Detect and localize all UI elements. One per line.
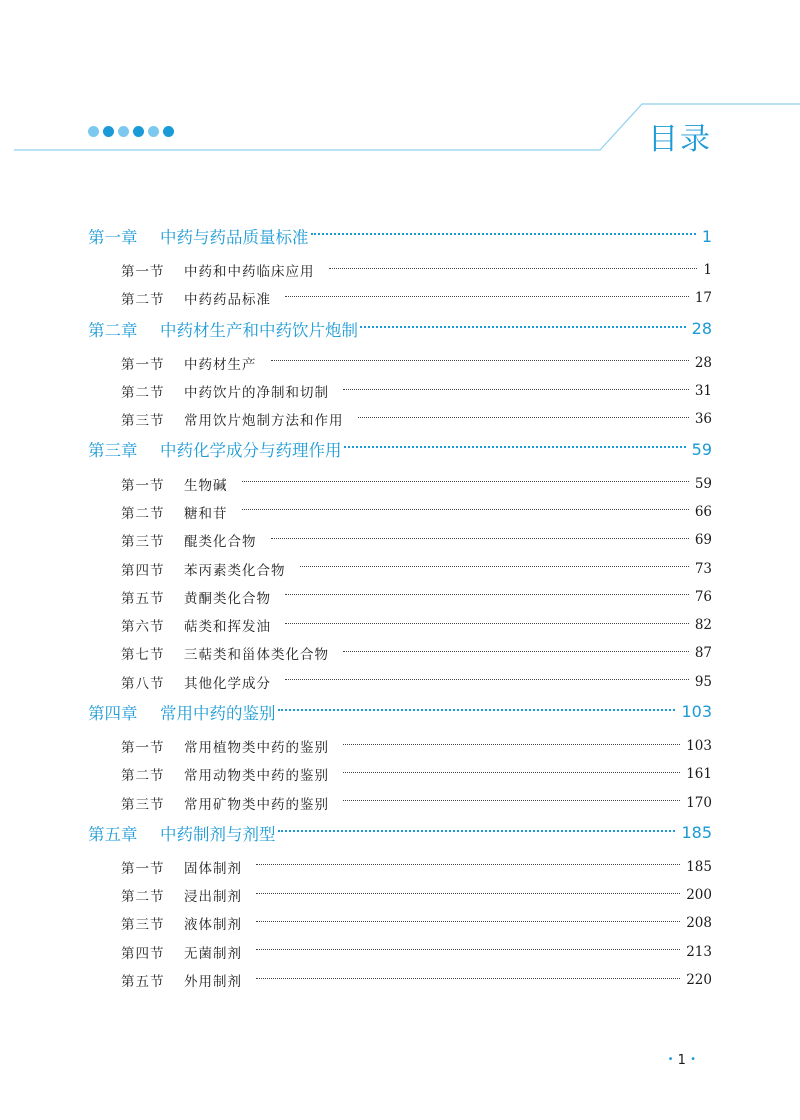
toc-section-title: 常用动物类中药的鉴别 <box>184 768 329 785</box>
dot-leader <box>343 651 689 652</box>
toc-section[interactable] <box>88 668 712 696</box>
toc-section-number: 第二节 <box>121 385 165 402</box>
toc-section-title: 固体制剂 <box>184 860 242 877</box>
dot-leader <box>242 481 689 482</box>
toc-section-page: 200 <box>686 887 712 904</box>
toc-section[interactable] <box>88 788 712 816</box>
toc-section[interactable] <box>88 256 712 284</box>
toc-section-title: 中药材生产 <box>184 356 257 373</box>
toc-section[interactable] <box>88 732 712 760</box>
dot-icon <box>118 126 129 137</box>
toc-section-page: 28 <box>694 354 712 371</box>
toc-section-page: 66 <box>694 503 712 520</box>
table-of-contents <box>88 220 712 994</box>
toc-section[interactable] <box>88 349 712 377</box>
bullet-icon: • <box>690 1054 696 1065</box>
dot-leader <box>344 446 686 448</box>
toc-chapter[interactable] <box>88 696 712 728</box>
dot-icon <box>148 126 159 137</box>
toc-section-number: 第七节 <box>121 647 165 664</box>
toc-section[interactable] <box>88 881 712 909</box>
toc-section-number: 第四节 <box>121 945 165 962</box>
dot-leader <box>300 566 689 567</box>
toc-section-number: 第二节 <box>121 505 165 522</box>
dot-leader <box>343 800 680 801</box>
toc-section-number: 第一节 <box>121 477 165 494</box>
toc-section-title: 中药药品标准 <box>184 292 271 309</box>
toc-chapter-page: 59 <box>691 439 712 459</box>
toc-section-page: 103 <box>686 738 712 754</box>
toc-section[interactable] <box>88 909 712 937</box>
dot-leader <box>358 417 689 418</box>
toc-section-title: 液体制剂 <box>184 917 242 934</box>
toc-chapter-title: 常用中药的鉴别 <box>160 703 276 723</box>
toc-section[interactable] <box>88 966 712 994</box>
toc-chapter-title: 中药制剂与剂型 <box>160 824 276 844</box>
toc-chapter[interactable] <box>88 817 712 849</box>
toc-section-page: 73 <box>694 560 712 577</box>
toc-chapter-number: 第二章 <box>88 320 138 340</box>
toc-section-page: 69 <box>694 532 712 549</box>
dot-leader <box>256 893 680 894</box>
dot-leader <box>271 538 689 539</box>
toc-section-page: 76 <box>694 588 712 605</box>
toc-section-title: 常用矿物类中药的鉴别 <box>184 796 329 813</box>
dot-leader <box>242 509 689 510</box>
toc-section-page: 208 <box>686 915 712 932</box>
toc-section-number: 第一节 <box>121 264 165 281</box>
toc-section[interactable] <box>88 526 712 554</box>
toc-section-page: 161 <box>686 766 712 783</box>
dot-leader <box>271 360 689 361</box>
dot-icon <box>103 126 114 137</box>
dot-leader <box>285 296 689 297</box>
dot-leader <box>256 864 680 865</box>
toc-chapter[interactable] <box>88 313 712 345</box>
bullet-icon: • <box>667 1054 674 1065</box>
toc-section[interactable] <box>88 554 712 582</box>
toc-section-title: 无菌制剂 <box>184 945 242 962</box>
toc-section-title: 生物碱 <box>184 477 228 494</box>
toc-section-title: 萜类和挥发油 <box>184 619 271 636</box>
dot-leader <box>278 830 676 832</box>
toc-section-page: 17 <box>694 290 712 307</box>
toc-chapter-number: 第五章 <box>88 824 138 844</box>
toc-section-number: 第三节 <box>121 413 165 430</box>
toc-section[interactable] <box>88 938 712 966</box>
dot-icon <box>88 126 99 137</box>
toc-section[interactable] <box>88 405 712 433</box>
toc-section-page: 185 <box>686 858 712 875</box>
toc-section-title: 中药和中药临床应用 <box>184 264 315 281</box>
toc-chapter-page: 28 <box>691 319 712 339</box>
toc-section-page: 213 <box>686 943 712 960</box>
toc-section-number: 第二节 <box>121 768 165 785</box>
toc-section-title: 常用植物类中药的鉴别 <box>184 740 329 756</box>
header-dots <box>88 126 174 140</box>
toc-section-page: 87 <box>694 645 712 662</box>
toc-section-number: 第一节 <box>121 860 165 877</box>
dot-leader <box>285 623 689 624</box>
dot-leader <box>329 268 698 269</box>
toc-section-title: 醌类化合物 <box>184 534 257 551</box>
toc-section[interactable] <box>88 377 712 405</box>
toc-chapter-page: 1 <box>701 226 712 246</box>
toc-section-page: 36 <box>694 411 712 428</box>
toc-section-title: 黄酮类化合物 <box>184 590 271 607</box>
toc-section-number: 第五节 <box>121 974 165 991</box>
toc-section-number: 第四节 <box>121 562 165 579</box>
dot-leader <box>278 709 676 711</box>
toc-section-title: 中药饮片的净制和切制 <box>184 385 329 402</box>
toc-section-number: 第一节 <box>121 356 165 373</box>
toc-section-number: 第三节 <box>121 917 165 934</box>
page-title: 目录 <box>648 122 712 157</box>
page-number: 1 <box>677 1053 686 1068</box>
toc-section-title: 常用饮片炮制方法和作用 <box>184 413 344 430</box>
toc-section[interactable] <box>88 498 712 526</box>
toc-section-number: 第二节 <box>121 889 165 906</box>
toc-section[interactable] <box>88 469 712 497</box>
toc-chapter-title: 中药材生产和中药饮片炮制 <box>160 320 358 340</box>
dot-leader <box>256 978 680 979</box>
toc-section[interactable] <box>88 611 712 639</box>
toc-chapter-number: 第四章 <box>88 703 138 723</box>
toc-chapter-title: 中药与药品质量标准 <box>160 228 309 247</box>
dot-icon <box>133 126 144 137</box>
toc-section-title: 三萜类和甾体类化合物 <box>184 647 329 664</box>
toc-chapter-page: 185 <box>681 823 712 843</box>
toc-section-title: 其他化学成分 <box>184 675 271 692</box>
toc-section-page: 95 <box>694 673 712 690</box>
dot-leader <box>256 949 680 950</box>
page-footer <box>668 1053 696 1068</box>
toc-chapter[interactable] <box>88 220 712 252</box>
toc-section-number: 第六节 <box>121 619 165 636</box>
toc-chapter-title: 中药化学成分与药理作用 <box>160 441 342 461</box>
toc-section-number: 第一节 <box>121 740 165 756</box>
dot-leader <box>343 744 680 745</box>
toc-section-page: 82 <box>694 617 712 634</box>
dot-leader <box>343 772 680 773</box>
dot-leader <box>360 326 686 328</box>
toc-chapter-number: 第三章 <box>88 441 138 461</box>
dot-leader <box>311 233 696 235</box>
toc-section-number: 第三节 <box>121 534 165 551</box>
toc-section[interactable] <box>88 583 712 611</box>
toc-section-title: 浸出制剂 <box>184 889 242 906</box>
dot-leader <box>256 921 680 922</box>
dot-leader <box>343 389 689 390</box>
toc-section-page: 31 <box>694 383 712 400</box>
toc-section-page: 1 <box>703 262 712 279</box>
dot-leader <box>285 594 689 595</box>
toc-chapter-number: 第一章 <box>88 228 138 247</box>
toc-section[interactable] <box>88 284 712 312</box>
toc-section-page: 170 <box>686 794 712 811</box>
toc-section[interactable] <box>88 639 712 667</box>
toc-chapter-page: 103 <box>681 702 712 722</box>
toc-section[interactable] <box>88 760 712 788</box>
toc-section-title: 外用制剂 <box>184 974 242 991</box>
toc-section-number: 第五节 <box>121 590 165 607</box>
toc-section-title: 苯丙素类化合物 <box>184 562 286 579</box>
toc-section-number: 第三节 <box>121 796 165 813</box>
toc-chapter[interactable] <box>88 433 712 465</box>
toc-section-page: 220 <box>686 972 712 989</box>
toc-section-page: 59 <box>694 475 712 492</box>
toc-section-number: 第二节 <box>121 292 165 309</box>
dot-icon <box>163 126 174 137</box>
toc-section-title: 糖和苷 <box>184 505 228 522</box>
toc-section[interactable] <box>88 853 712 881</box>
toc-section-number: 第八节 <box>121 675 165 692</box>
dot-leader <box>285 679 689 680</box>
